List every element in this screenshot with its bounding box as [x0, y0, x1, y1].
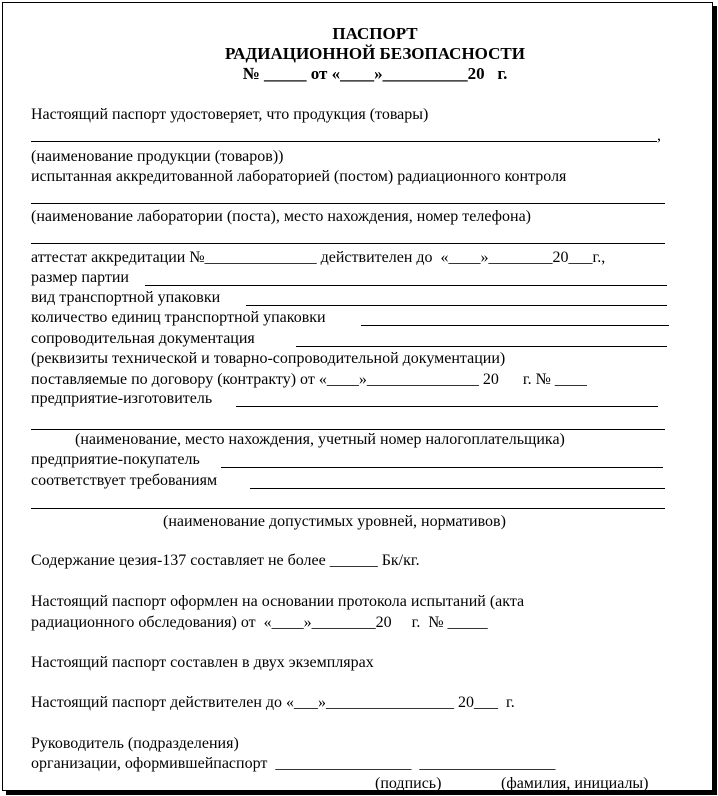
field-manufacturer-extra[interactable]	[31, 429, 665, 430]
caption-signature: (подпись)	[375, 775, 442, 792]
field-manufacturer[interactable]	[236, 406, 658, 407]
label-buyer: предприятие-покупатель	[31, 451, 200, 468]
field-requirements[interactable]	[250, 488, 665, 489]
line-tested-by: испытанная аккредитованной лабораторией (постом) радиационного контроля	[31, 168, 567, 185]
label-packaging-type: вид транспортной упаковки	[31, 289, 221, 306]
line-organization-signature: организации, оформившейпаспорт _________________ _________________	[31, 755, 556, 772]
field-batch-size[interactable]	[145, 285, 667, 286]
line-copies: Настоящий паспорт составлен в двух экземплярах	[31, 654, 374, 671]
line-basis-2: радиационного обследования) от «____»________20 г. № _____	[31, 614, 488, 631]
form-title: ПАСПОРТ	[332, 24, 418, 43]
label-packaging-count: количество единиц транспортной упаковки	[31, 309, 326, 326]
caption-documentation: (реквизиты технической и товарно-сопроводительной документации)	[31, 350, 506, 367]
caption-manufacturer: (наименование, место нахождения, учетный номер налогоплательщика)	[75, 431, 565, 448]
line-head: Руководитель (подразделения)	[31, 735, 239, 752]
field-buyer[interactable]	[221, 467, 663, 468]
line-valid-until: Настоящий паспорт действителен до «___»________________ 20___ г.	[31, 694, 515, 711]
caption-requirements: (наименование допустимых уровней, нормативов)	[163, 513, 506, 530]
field-product[interactable]	[31, 141, 657, 142]
field-laboratory[interactable]	[31, 203, 665, 204]
line-contract: поставляемые по договору (контракту) от «____»______________ 20 г. № ____	[31, 371, 587, 388]
caption-product: (наименование продукции (товаров))	[31, 148, 284, 165]
form-number-line: № _____ от «____»__________20 г.	[242, 64, 508, 83]
label-requirements: соответствует требованиям	[31, 472, 218, 489]
line-product-intro: Настоящий паспорт удостоверяет, что продукция (товары)	[31, 106, 429, 123]
caption-laboratory: (наименование лаборатории (поста), место нахождения, номер телефона)	[31, 208, 532, 225]
field-packaging-type[interactable]	[246, 305, 667, 306]
field-laboratory-extra[interactable]	[31, 243, 665, 244]
field-requirements-extra[interactable]	[31, 508, 665, 509]
caption-full-name: (фамилия, инициалы)	[501, 775, 649, 792]
field-documentation[interactable]	[296, 346, 667, 347]
field-packaging-count[interactable]	[361, 325, 669, 326]
line-accreditation: аттестат аккредитации №______________ действителен до «____»________20___г.,	[31, 249, 606, 266]
form-subtitle: РАДИАЦИОННОЙ БЕЗОПАСНОСТИ	[225, 44, 525, 63]
label-documentation: сопроводительная документация	[31, 330, 255, 347]
label-manufacturer: предприятие-изготовитель	[31, 390, 213, 407]
passport-form	[2, 2, 713, 791]
label-batch-size: размер партии	[31, 269, 129, 286]
line-basis-1: Настоящий паспорт оформлен на основании протокола испытаний (акта	[31, 593, 525, 610]
line-cesium: Содержание цезия-137 составляет не более ______ Бк/кг.	[31, 552, 420, 569]
product-comma: ,	[657, 127, 661, 144]
